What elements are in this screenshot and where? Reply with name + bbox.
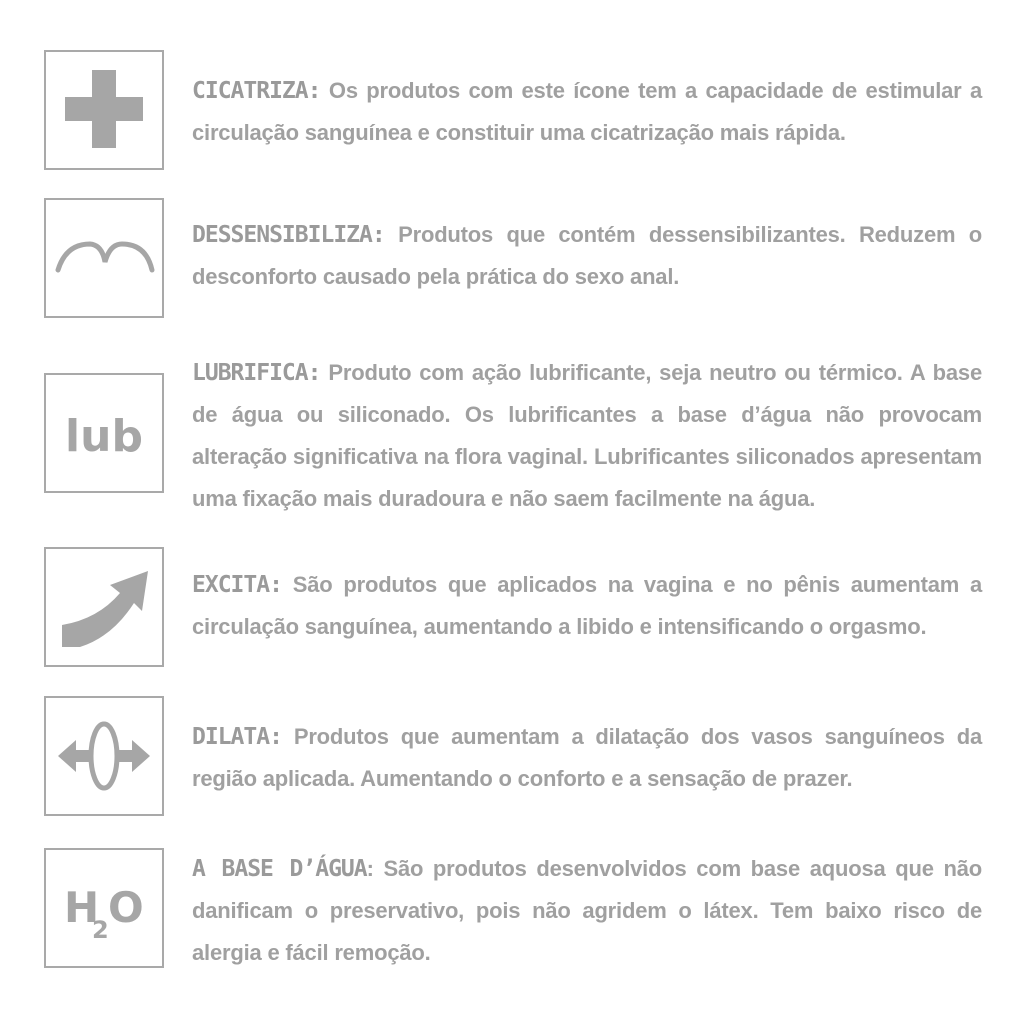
feature-text-dessensibiliza xyxy=(192,214,982,298)
desensitize-curve-icon xyxy=(46,200,162,316)
feature-text-lubrifica xyxy=(192,352,982,520)
feature-description: : São produtos desenvolvidos com base aquosa que não danificam o preservativo, pois não agridem o látex. Tem baixo risco de alergia e fácil remoção. xyxy=(192,856,982,965)
feature-term: DESSENSIBILIZA: xyxy=(192,222,385,248)
h2o-h: H xyxy=(64,883,100,932)
icon-box-excita xyxy=(44,547,164,667)
h2o-o: O xyxy=(108,883,144,932)
feature-term: LUBRIFICA: xyxy=(192,360,321,386)
feature-text-cicatriza xyxy=(192,70,982,154)
icon-box-dilata xyxy=(44,696,164,816)
feature-text-excita xyxy=(192,564,982,648)
curved-arrow-icon xyxy=(46,549,162,665)
icon-box-lubrifica xyxy=(44,373,164,493)
feature-description: Os produtos com este ícone tem a capacidade de estimular a circulação sanguínea e constituir uma cicatrização mais rápida. xyxy=(192,78,982,145)
feature-term: EXCITA: xyxy=(192,572,282,598)
feature-description: Produto com ação lubrificante, seja neutro ou térmico. A base de água ou siliconado. Os lubrificantes a base d’água não provocam alteração significativa na flora vaginal. Lubrificantes siliconados apresentam uma fixação mais duradoura e não saem facilmente na água. xyxy=(192,360,982,511)
feature-term: A BASE D’ÁGUA xyxy=(192,856,367,882)
h2o-2: 2 xyxy=(92,916,109,944)
feature-text-base-agua xyxy=(192,848,982,974)
feature-description: São produtos que aplicados na vagina e no pênis aumentam a circulação sanguínea, aumentando a libido e intensificando o orgasmo. xyxy=(192,572,982,639)
icon-box-dessensibiliza xyxy=(44,198,164,318)
feature-text-dilata xyxy=(192,716,982,800)
feature-term: CICATRIZA: xyxy=(192,78,321,104)
lub-icon xyxy=(46,375,162,491)
feature-description: Produtos que contém dessensibilizantes. Reduzem o desconforto causado pela prática do sexo anal. xyxy=(192,222,982,289)
cross-icon xyxy=(46,52,162,168)
icon-box-cicatriza xyxy=(44,50,164,170)
h2o-icon xyxy=(46,850,162,966)
dilate-arrows-icon xyxy=(46,698,162,814)
icon-box-base-agua xyxy=(44,848,164,968)
feature-term: DILATA: xyxy=(192,724,282,750)
feature-description: Produtos que aumentam a dilatação dos vasos sanguíneos da região aplicada. Aumentando o conforto e a sensação de prazer. xyxy=(192,724,982,791)
lub-label: lub xyxy=(65,411,143,462)
